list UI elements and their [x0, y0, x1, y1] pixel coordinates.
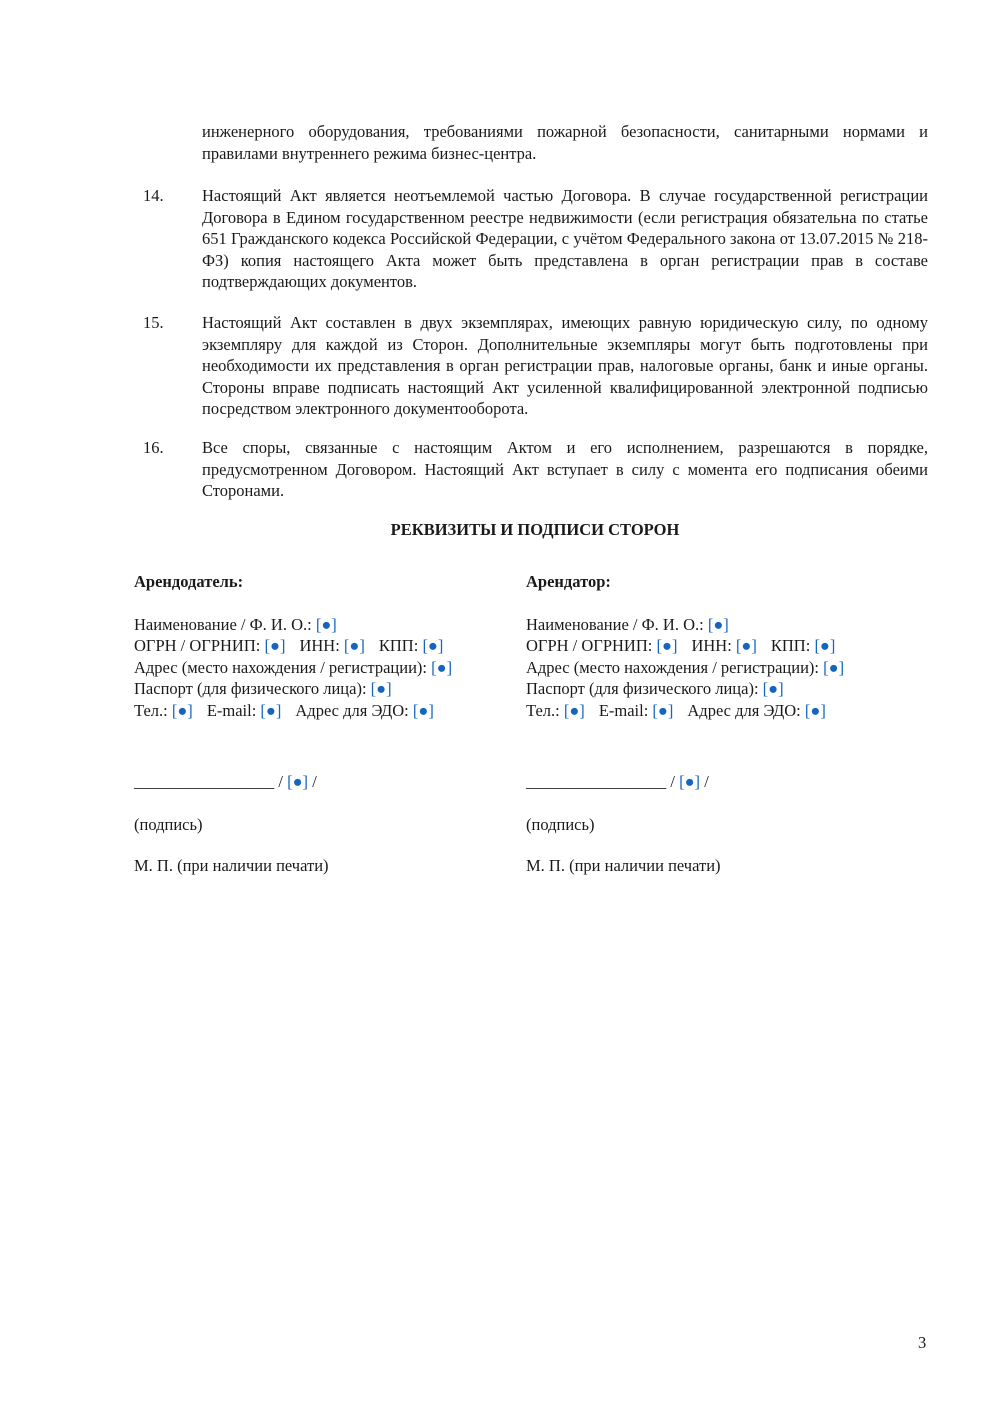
name-field: [134, 614, 514, 636]
stamp-caption: М. П. (при наличии печати): [526, 856, 721, 875]
section-title: РЕКВИЗИТЫ И ПОДПИСИ СТОРОН: [390, 520, 680, 539]
passport-field: [134, 678, 514, 700]
placeholder: [●]: [652, 700, 674, 720]
tenant-title: Арендатор:: [526, 572, 611, 591]
placeholder: [●]: [260, 700, 282, 720]
registration-numbers-field: [134, 635, 514, 657]
field-label: КПП:: [770, 636, 811, 655]
field-label: Адрес для ЭДО:: [295, 700, 409, 720]
placeholder: [●]: [412, 700, 434, 720]
field-label: E-mail:: [206, 700, 257, 720]
signature-line: [134, 771, 317, 793]
address-field: [134, 657, 514, 679]
placeholder: [●]: [431, 657, 453, 677]
field-label: Тел.:: [134, 700, 168, 720]
signature-caption: (подпись): [134, 815, 203, 834]
field-label: КПП:: [378, 636, 419, 655]
landlord-title: Арендодатель:: [134, 572, 244, 591]
signature-caption: (подпись): [526, 815, 595, 834]
continuation-paragraph: инженерного оборудования, требованиями пожарной безопасности, санитарными нормами и правилами внутреннего режима бизнес-центра.: [202, 122, 928, 163]
field-label: Наименование / Ф. И. О.:: [134, 614, 312, 634]
clause-text: Настоящий Акт является неотъемлемой частью Договора. В случае государственной регистрации Договора в Едином государственном реестре недвижимости (если регистрация обязательна по статье 651 Гражданского кодекса Российской Федерации, с учётом Федерального закона от 13.07.2015 № 218-ФЗ) копия настоящего Акта может быть представлена в орган регистрации прав в составе подтверждающих документов.: [202, 186, 928, 291]
placeholder: [●]: [563, 700, 585, 720]
placeholder: [●]: [707, 614, 729, 634]
field-label: ИНН:: [299, 636, 340, 655]
separator: /: [274, 772, 288, 791]
placeholder: [●]: [422, 636, 444, 655]
name-field: [526, 614, 906, 636]
separator: /: [308, 772, 317, 791]
placeholder: [●]: [814, 636, 836, 655]
clause-text: Настоящий Акт составлен в двух экземплярах, имеющих равную юридическую силу, по одному экземпляру для каждой из Сторон. Дополнительные экземпляры могут быть подготовлены при необходимости их представления в орган регистрации прав, налоговые органы, банк и иные органы. Стороны вправе подписать настоящий Акт усиленной квалифицированной электронной подписью посредством электронного документооборота.: [202, 313, 928, 418]
field-label: Наименование / Ф. И. О.:: [526, 614, 704, 634]
contacts-field: [134, 700, 514, 722]
passport-field: [526, 678, 906, 700]
field-label: ИНН:: [691, 636, 732, 655]
field-label: ОГРН / ОГРНИП:: [134, 636, 261, 655]
placeholder: [●]: [370, 679, 392, 698]
signature-line: [526, 771, 709, 793]
placeholder: [●]: [315, 614, 337, 634]
clause-number: 16.: [143, 438, 164, 457]
separator: /: [700, 772, 709, 791]
placeholder: [●]: [735, 636, 757, 655]
placeholder: [●]: [823, 657, 845, 677]
field-label: Адрес (место нахождения / регистрации):: [134, 657, 427, 677]
placeholder: [●]: [679, 772, 701, 791]
field-label: Паспорт (для физического лица):: [526, 679, 759, 698]
placeholder: [●]: [264, 636, 286, 655]
field-label: Тел.:: [526, 700, 560, 720]
contacts-field: [526, 700, 906, 722]
placeholder: [●]: [804, 700, 826, 720]
placeholder: [●]: [762, 679, 784, 698]
field-label: Паспорт (для физического лица):: [134, 679, 367, 698]
clause-number: 15.: [143, 313, 164, 332]
registration-numbers-field: [526, 635, 906, 657]
signature-underline: _________________: [134, 772, 275, 791]
separator: /: [666, 772, 680, 791]
clause-number: 14.: [143, 186, 164, 205]
placeholder: [●]: [171, 700, 193, 720]
stamp-caption: М. П. (при наличии печати): [134, 856, 329, 875]
clause-text: Все споры, связанные с настоящим Актом и его исполнением, разрешаются в порядке, предусмотренном Договором. Настоящий Акт вступает в силу с момента его подписания обеими Сторонами.: [202, 438, 928, 500]
landlord-requisites: [134, 571, 514, 875]
address-field: [526, 657, 906, 679]
tenant-requisites: [526, 571, 906, 875]
placeholder: [●]: [343, 636, 365, 655]
placeholder: [●]: [287, 772, 309, 791]
field-label: E-mail:: [598, 700, 649, 720]
page-number: 3: [918, 1333, 927, 1352]
field-label: Адрес (место нахождения / регистрации):: [526, 657, 819, 677]
placeholder: [●]: [656, 636, 678, 655]
signature-underline: _________________: [526, 772, 667, 791]
field-label: Адрес для ЭДО:: [687, 700, 801, 720]
field-label: ОГРН / ОГРНИП:: [526, 636, 653, 655]
